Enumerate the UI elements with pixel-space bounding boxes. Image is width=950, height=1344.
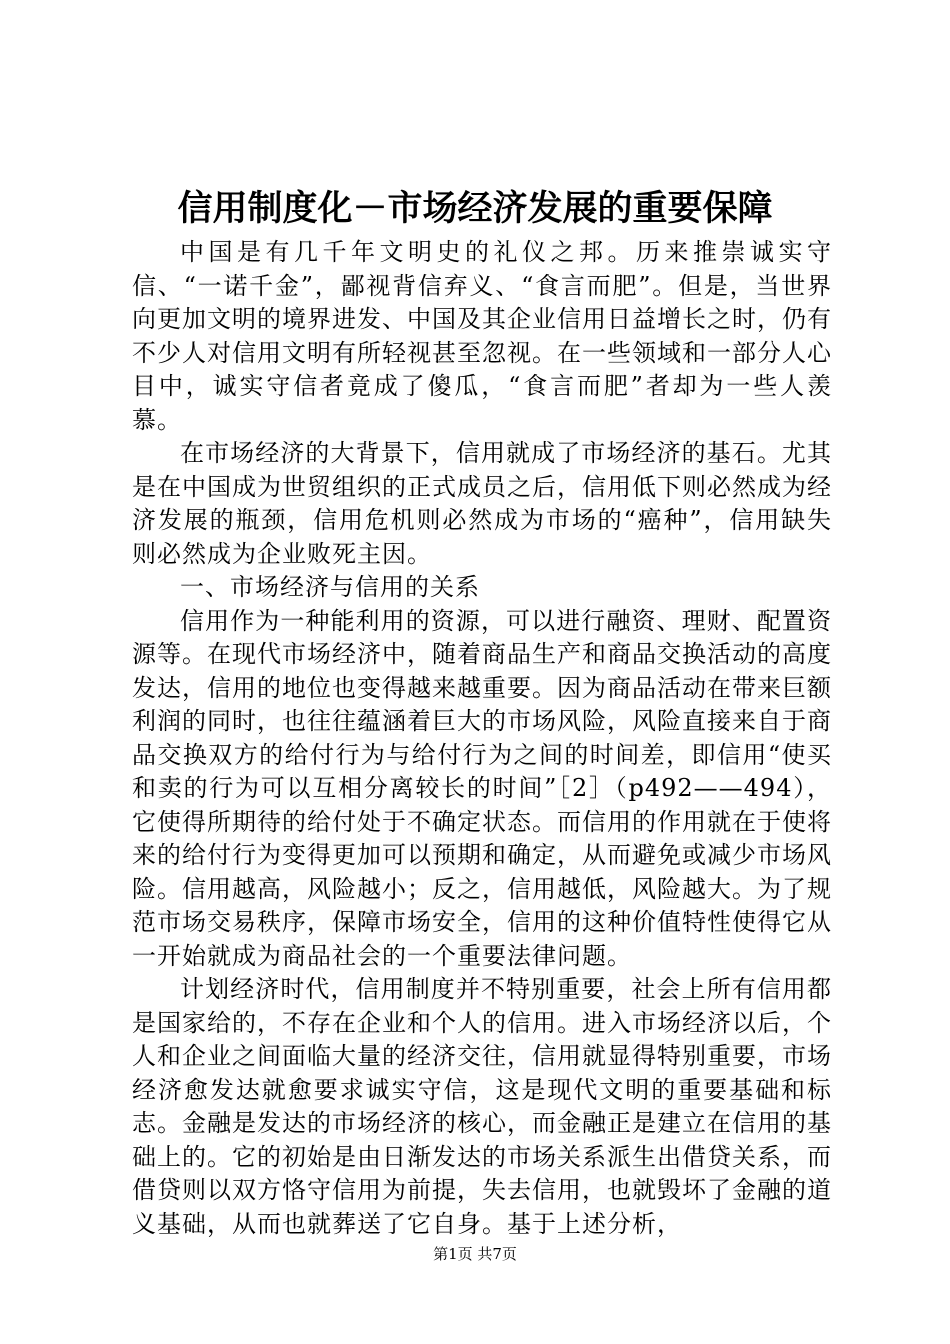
document-body [132,236,832,1241]
paragraph: 信用作为一种能利用的资源，可以进行融资、理财、配置资源等。在现代市场经济中，随着商品生产和商品交换活动的高度发达，信用的地位也变得越来越重要。因为商品活动在带来巨额利润的同时，也往往蕴涵着巨大的市场风险，风险直接来自于商品交换双方的给付行为与给付行为之间的时间差，即信用“使买和卖的行为可以互相分离较长的时间”［2］（p492——494），它使得所期待的给付处于不确定状态。而信用的作用就在于使将来的给付行为变得更加可以预期和确定，从而避免或减少市场风险。信用越高，风险越小；反之，信用越低，风险越大。为了规范市场交易秩序，保障市场安全，信用的这种价值特性使得它从一开始就成为商品社会的一个重要法律问题。 [132,606,832,970]
section-heading: 一、市场经济与信用的关系 [180,573,480,601]
paragraph: 中国是有几千年文明史的礼仪之邦。历来推崇诚实守信、“一诺千金”，鄙视背信弃义、“食言而肥”。但是，当世界向更加文明的境界进发、中国及其企业信用日益增长之时，仍有不少人对信用文明有所轻视甚至忽视。在一些领域和一部分人心目中，诚实守信者竟成了傻瓜，“食言而肥”者却为一些人羡慕。 [132,238,832,434]
document-title: 信用制度化－市场经济发展的重要保障 [177,188,773,229]
page-number-footer: 第1页 共7页 [433,1245,517,1263]
paragraph: 在市场经济的大背景下，信用就成了市场经济的基石。尤其是在中国成为世贸组织的正式成员之后，信用低下则必然成为经济发展的瓶颈，信用危机则必然成为市场的“癌种”，信用缺失则必然成为企业败死主因。 [132,439,832,568]
paragraph: 计划经济时代，信用制度并不特别重要，社会上所有信用都是国家给的，不存在企业和个人的信用。进入市场经济以后，个人和企业之间面临大量的经济交往，信用就显得特别重要，市场经济愈发达就愈要求诚实守信，这是现代文明的重要基础和标志。金融是发达的市场经济的核心，而金融正是建立在信用的基础上的。它的初始是由日渐发达的市场关系派生出借贷关系，而借贷则以双方恪守信用为前提，失去信用，也就毁坏了金融的道义基础，从而也就葬送了它自身。基于上述分析， [132,975,832,1238]
